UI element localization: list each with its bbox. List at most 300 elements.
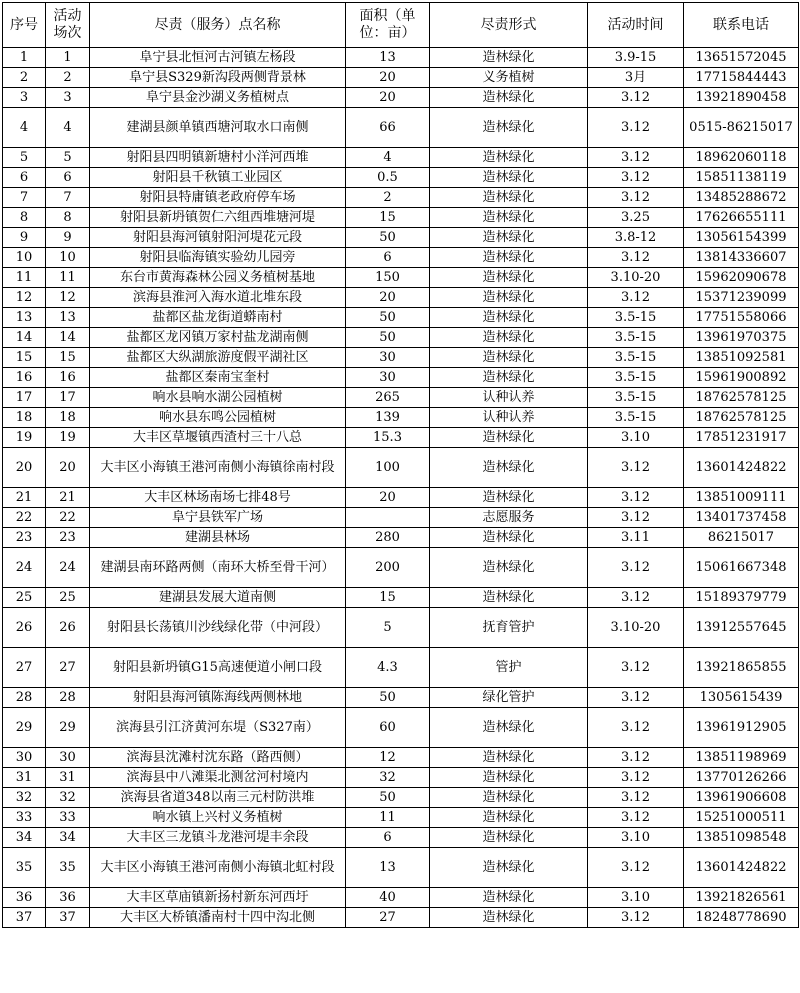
cell-session: 3 [46,88,90,108]
cell-time: 3.8-12 [588,228,684,248]
cell-phone: 86215017 [684,528,799,548]
cell-area: 13 [346,48,430,68]
cell-phone: 15371239099 [684,288,799,308]
table-row [3,828,799,848]
cell-no: 3 [3,88,46,108]
cell-area: 30 [346,368,430,388]
cell-time: 3.12 [588,488,684,508]
cell-name: 盐都区秦南宝奎村 [90,368,346,388]
cell-phone: 13851009111 [684,488,799,508]
cell-time: 3月 [588,68,684,88]
cell-session: 25 [46,588,90,608]
cell-no: 10 [3,248,46,268]
cell-time: 3.5-15 [588,348,684,368]
cell-no: 6 [3,168,46,188]
header-no: 序号 [3,3,46,48]
cell-area: 6 [346,828,430,848]
cell-phone: 18762578125 [684,408,799,428]
cell-area: 50 [346,788,430,808]
cell-time: 3.12 [588,648,684,688]
cell-session: 23 [46,528,90,548]
table-row [3,908,799,928]
cell-form: 造林绿化 [430,288,588,308]
header-session: 活动场次 [46,3,90,48]
cell-area: 280 [346,528,430,548]
cell-phone: 18248778690 [684,908,799,928]
cell-area: 20 [346,88,430,108]
cell-no: 35 [3,848,46,888]
cell-name: 大丰区三龙镇斗龙港河堤丰余段 [90,828,346,848]
cell-no: 31 [3,768,46,788]
cell-phone: 13921865855 [684,648,799,688]
cell-area: 0.5 [346,168,430,188]
cell-time: 3.11 [588,528,684,548]
cell-time: 3.12 [588,448,684,488]
cell-name: 响水镇上兴村义务植树 [90,808,346,828]
cell-name: 滨海县淮河入海水道北堆东段 [90,288,346,308]
cell-form: 造林绿化 [430,208,588,228]
cell-name: 射阳县海河镇陈海线两侧林地 [90,688,346,708]
cell-phone: 0515-86215017 [684,108,799,148]
cell-name: 阜宁县S329新沟段两侧背景林 [90,68,346,88]
cell-session: 26 [46,608,90,648]
cell-no: 9 [3,228,46,248]
cell-session: 28 [46,688,90,708]
cell-name: 盐都区盐龙街道蟒南村 [90,308,346,328]
cell-area: 50 [346,228,430,248]
cell-session: 9 [46,228,90,248]
cell-time: 3.25 [588,208,684,228]
cell-no: 11 [3,268,46,288]
table-row [3,168,799,188]
cell-name: 射阳县长荡镇川沙线绿化带（中河段） [90,608,346,648]
cell-name: 射阳县新坍镇贺仁六组西堆塘河堤 [90,208,346,228]
cell-form: 造林绿化 [430,788,588,808]
cell-no: 32 [3,788,46,808]
cell-time: 3.12 [588,548,684,588]
cell-form: 造林绿化 [430,768,588,788]
cell-area: 13 [346,848,430,888]
table-row [3,328,799,348]
cell-time: 3.12 [588,768,684,788]
cell-session: 36 [46,888,90,908]
cell-session: 27 [46,648,90,688]
table-row [3,288,799,308]
cell-form: 造林绿化 [430,548,588,588]
cell-time: 3.12 [588,508,684,528]
cell-session: 16 [46,368,90,388]
cell-form: 绿化管护 [430,688,588,708]
table-row [3,188,799,208]
cell-area: 30 [346,348,430,368]
cell-session: 35 [46,848,90,888]
cell-area: 12 [346,748,430,768]
cell-area: 27 [346,908,430,928]
cell-form: 造林绿化 [430,848,588,888]
table-row [3,88,799,108]
cell-name: 大丰区大桥镇潘南村十四中沟北侧 [90,908,346,928]
cell-time: 3.12 [588,248,684,268]
cell-name: 射阳县海河镇射阳河堤花元段 [90,228,346,248]
header-row [3,3,799,48]
cell-phone: 13912557645 [684,608,799,648]
cell-phone: 18762578125 [684,388,799,408]
table-row [3,428,799,448]
cell-phone: 15961900892 [684,368,799,388]
cell-form: 造林绿化 [430,428,588,448]
cell-name: 盐都区龙冈镇万家村盐龙湖南侧 [90,328,346,348]
cell-session: 29 [46,708,90,748]
cell-phone: 13601424822 [684,848,799,888]
table-row [3,528,799,548]
cell-phone: 13851198969 [684,748,799,768]
cell-area: 20 [346,68,430,88]
cell-area: 11 [346,808,430,828]
cell-phone: 17851231917 [684,428,799,448]
activity-table [2,2,799,928]
cell-time: 3.12 [588,588,684,608]
table-row [3,48,799,68]
cell-area: 139 [346,408,430,428]
table-row [3,808,799,828]
cell-no: 33 [3,808,46,828]
table-row [3,348,799,368]
cell-no: 18 [3,408,46,428]
cell-phone: 15189379779 [684,588,799,608]
cell-time: 3.12 [588,168,684,188]
cell-no: 14 [3,328,46,348]
cell-phone: 13921826561 [684,888,799,908]
cell-no: 20 [3,448,46,488]
cell-session: 7 [46,188,90,208]
cell-name: 阜宁县北恒河古河镇左杨段 [90,48,346,68]
cell-session: 11 [46,268,90,288]
cell-time: 3.5-15 [588,328,684,348]
table-row [3,108,799,148]
cell-time: 3.12 [588,288,684,308]
cell-form: 造林绿化 [430,188,588,208]
cell-session: 19 [46,428,90,448]
table-row [3,448,799,488]
cell-time: 3.12 [588,748,684,768]
table-row [3,408,799,428]
cell-time: 3.12 [588,848,684,888]
cell-session: 6 [46,168,90,188]
cell-area: 40 [346,888,430,908]
cell-no: 16 [3,368,46,388]
cell-form: 志愿服务 [430,508,588,528]
cell-name: 射阳县新坍镇G15高速便道小闸口段 [90,648,346,688]
cell-time: 3.5-15 [588,308,684,328]
cell-no: 2 [3,68,46,88]
cell-time: 3.12 [588,148,684,168]
table-row [3,68,799,88]
cell-no: 7 [3,188,46,208]
cell-session: 30 [46,748,90,768]
cell-no: 12 [3,288,46,308]
cell-no: 15 [3,348,46,368]
cell-session: 14 [46,328,90,348]
cell-form: 认种认养 [430,388,588,408]
cell-time: 3.12 [588,788,684,808]
cell-name: 射阳县四明镇新塘村小洋河西堆 [90,148,346,168]
cell-phone: 13056154399 [684,228,799,248]
cell-name: 建湖县南环路两侧（南环大桥至骨干河） [90,548,346,588]
cell-phone: 13601424822 [684,448,799,488]
cell-time: 3.12 [588,688,684,708]
cell-form: 抚育管护 [430,608,588,648]
table-row [3,768,799,788]
cell-area: 2 [346,188,430,208]
cell-time: 3.10 [588,888,684,908]
cell-form: 造林绿化 [430,168,588,188]
cell-area: 32 [346,768,430,788]
cell-area: 60 [346,708,430,748]
cell-area: 5 [346,608,430,648]
cell-form: 义务植树 [430,68,588,88]
cell-session: 10 [46,248,90,268]
cell-area: 50 [346,308,430,328]
cell-session: 13 [46,308,90,328]
cell-form: 造林绿化 [430,308,588,328]
cell-name: 射阳县临海镇实验幼儿园旁 [90,248,346,268]
cell-form: 造林绿化 [430,108,588,148]
cell-phone: 17626655111 [684,208,799,228]
cell-area: 4.3 [346,648,430,688]
cell-area: 66 [346,108,430,148]
table-row [3,368,799,388]
cell-phone: 1305615439 [684,688,799,708]
header-time: 活动时间 [588,3,684,48]
cell-session: 12 [46,288,90,308]
cell-name: 滨海县中八滩渠北测岔河村境内 [90,768,346,788]
cell-phone: 17751558066 [684,308,799,328]
cell-session: 15 [46,348,90,368]
cell-no: 29 [3,708,46,748]
table-row [3,268,799,288]
cell-phone: 13961912905 [684,708,799,748]
cell-no: 24 [3,548,46,588]
cell-time: 3.10 [588,828,684,848]
cell-no: 34 [3,828,46,848]
cell-area: 50 [346,688,430,708]
cell-name: 大丰区小海镇王港河南侧小海镇北虹村段 [90,848,346,888]
cell-time: 3.12 [588,88,684,108]
cell-time: 3.12 [588,188,684,208]
cell-name: 滨海县沈滩村沈东路（路西侧） [90,748,346,768]
cell-time: 3.12 [588,108,684,148]
cell-no: 30 [3,748,46,768]
cell-form: 造林绿化 [430,808,588,828]
cell-form: 管护 [430,648,588,688]
header-name: 尽责（服务）点名称 [90,3,346,48]
cell-form: 造林绿化 [430,268,588,288]
cell-phone: 15061667348 [684,548,799,588]
cell-area: 6 [346,248,430,268]
cell-form: 造林绿化 [430,908,588,928]
table-row [3,148,799,168]
cell-name: 东台市黄海森林公园义务植树基地 [90,268,346,288]
cell-no: 27 [3,648,46,688]
cell-form: 造林绿化 [430,48,588,68]
cell-name: 建湖县林场 [90,528,346,548]
cell-no: 26 [3,608,46,648]
table-row [3,248,799,268]
table-row [3,788,799,808]
cell-phone: 13770126266 [684,768,799,788]
cell-session: 21 [46,488,90,508]
table-row [3,508,799,528]
cell-form: 造林绿化 [430,88,588,108]
cell-area: 20 [346,288,430,308]
cell-phone: 13485288672 [684,188,799,208]
cell-phone: 17715844443 [684,68,799,88]
cell-name: 大丰区小海镇王港河南侧小海镇徐南村段 [90,448,346,488]
cell-form: 造林绿化 [430,888,588,908]
cell-time: 3.5-15 [588,408,684,428]
cell-time: 3.5-15 [588,368,684,388]
cell-time: 3.9-15 [588,48,684,68]
cell-form: 造林绿化 [430,448,588,488]
cell-time: 3.10-20 [588,608,684,648]
cell-no: 13 [3,308,46,328]
cell-session: 37 [46,908,90,928]
cell-time: 3.10 [588,428,684,448]
cell-phone: 13961906608 [684,788,799,808]
cell-no: 22 [3,508,46,528]
cell-no: 19 [3,428,46,448]
cell-name: 射阳县千秋镇工业园区 [90,168,346,188]
cell-name: 阜宁县铁军广场 [90,508,346,528]
cell-name: 射阳县特庸镇老政府停车场 [90,188,346,208]
cell-form: 造林绿化 [430,328,588,348]
cell-time: 3.5-15 [588,388,684,408]
cell-form: 造林绿化 [430,348,588,368]
cell-session: 20 [46,448,90,488]
cell-no: 21 [3,488,46,508]
cell-session: 1 [46,48,90,68]
cell-form: 认种认养 [430,408,588,428]
table-row [3,648,799,688]
table-row [3,688,799,708]
cell-phone: 13814336607 [684,248,799,268]
cell-no: 4 [3,108,46,148]
cell-session: 31 [46,768,90,788]
cell-time: 3.12 [588,708,684,748]
cell-name: 建湖县颜单镇西塘河取水口南侧 [90,108,346,148]
cell-name: 阜宁县金沙湖义务植树点 [90,88,346,108]
table-row [3,388,799,408]
cell-session: 4 [46,108,90,148]
cell-area: 200 [346,548,430,588]
cell-area: 20 [346,488,430,508]
cell-form: 造林绿化 [430,368,588,388]
cell-area: 265 [346,388,430,408]
cell-session: 32 [46,788,90,808]
table-row [3,588,799,608]
cell-area: 15 [346,588,430,608]
cell-phone: 15962090678 [684,268,799,288]
table-row [3,208,799,228]
cell-name: 响水县响水湖公园植树 [90,388,346,408]
cell-form: 造林绿化 [430,708,588,748]
cell-no: 5 [3,148,46,168]
cell-no: 23 [3,528,46,548]
cell-session: 5 [46,148,90,168]
cell-area: 50 [346,328,430,348]
cell-form: 造林绿化 [430,148,588,168]
cell-name: 大丰区草堰镇西渣村三十八总 [90,428,346,448]
table-row [3,228,799,248]
cell-session: 8 [46,208,90,228]
cell-no: 1 [3,48,46,68]
cell-phone: 15251000511 [684,808,799,828]
cell-session: 18 [46,408,90,428]
cell-session: 17 [46,388,90,408]
cell-session: 2 [46,68,90,88]
cell-phone: 13851092581 [684,348,799,368]
cell-phone: 13851098548 [684,828,799,848]
table-row [3,608,799,648]
header-phone: 联系电话 [684,3,799,48]
cell-area: 15 [346,208,430,228]
table-row [3,548,799,588]
cell-no: 25 [3,588,46,608]
table-body [3,48,799,928]
cell-session: 34 [46,828,90,848]
cell-phone: 15851138119 [684,168,799,188]
header-form: 尽责形式 [430,3,588,48]
document-sheet [2,2,799,928]
cell-session: 22 [46,508,90,528]
cell-area [346,508,430,528]
cell-name: 大丰区草庙镇新扬村新东河西圩 [90,888,346,908]
cell-no: 28 [3,688,46,708]
cell-area: 15.3 [346,428,430,448]
cell-form: 造林绿化 [430,228,588,248]
cell-area: 4 [346,148,430,168]
cell-area: 100 [346,448,430,488]
cell-phone: 13921890458 [684,88,799,108]
header-area: 面积（单位：亩） [346,3,430,48]
cell-form: 造林绿化 [430,828,588,848]
cell-name: 滨海县引江济黄河东堤（S327南） [90,708,346,748]
cell-phone: 18962060118 [684,148,799,168]
cell-no: 36 [3,888,46,908]
cell-name: 滨海县省道348以南三元村防洪堆 [90,788,346,808]
cell-no: 37 [3,908,46,928]
cell-phone: 13961970375 [684,328,799,348]
table-row [3,748,799,768]
cell-form: 造林绿化 [430,588,588,608]
cell-name: 盐都区大纵湖旅游度假平湖社区 [90,348,346,368]
cell-area: 150 [346,268,430,288]
cell-time: 3.12 [588,908,684,928]
cell-form: 造林绿化 [430,748,588,768]
cell-name: 响水县东鸣公园植树 [90,408,346,428]
table-row [3,308,799,328]
table-row [3,488,799,508]
cell-session: 24 [46,548,90,588]
cell-time: 3.10-20 [588,268,684,288]
cell-no: 17 [3,388,46,408]
cell-phone: 13651572045 [684,48,799,68]
cell-name: 大丰区林场南场七排48号 [90,488,346,508]
cell-time: 3.12 [588,808,684,828]
table-row [3,708,799,748]
cell-form: 造林绿化 [430,488,588,508]
table-row [3,848,799,888]
